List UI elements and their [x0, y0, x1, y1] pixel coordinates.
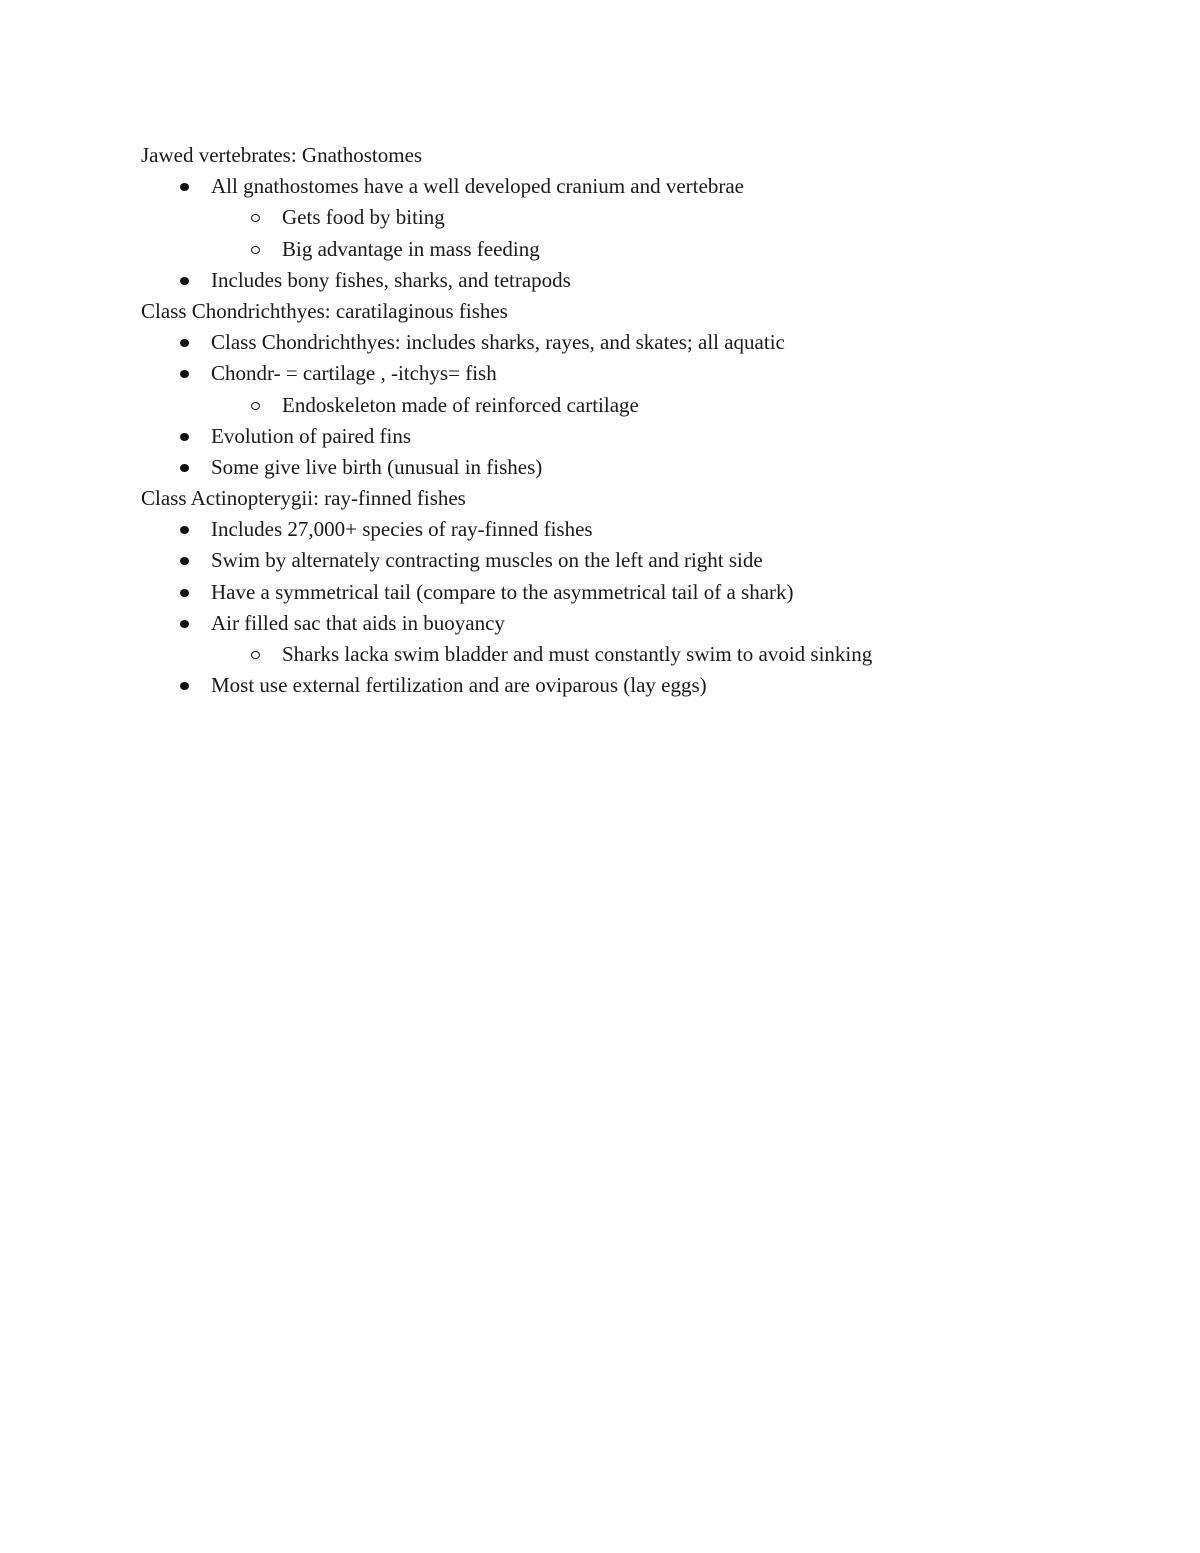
heading-text: Class Actinopterygii: ray-finned fishes [141, 486, 466, 511]
section-heading [141, 483, 1101, 514]
bullet-text: Chondr- = cartilage , -itchys= fish [211, 361, 497, 386]
bullet-item [141, 514, 1101, 545]
heading-text: Class Chondrichthyes: caratilaginous fishes [141, 298, 508, 323]
sub-bullet-text: Sharks lacka swim bladder and must constantly swim to avoid sinking [282, 642, 873, 666]
filled-bullet-icon [180, 433, 189, 441]
filled-bullet-icon [180, 464, 189, 472]
bullet-text: Includes 27,000+ species of ray-finned fishes [211, 517, 593, 542]
hollow-bullet-icon [251, 402, 260, 410]
sub-bullet-item [141, 390, 1101, 421]
heading-text: Jawed vertebrates: Gnathostomes [141, 143, 423, 167]
filled-bullet-icon [180, 682, 189, 690]
bullet-item [141, 577, 1101, 608]
bullet-item [141, 327, 1101, 358]
filled-bullet-icon [180, 370, 189, 378]
sub-bullet-item [141, 234, 1101, 265]
bullet-item [141, 171, 1101, 202]
bullet-item [141, 421, 1101, 452]
bullet-text: Includes bony fishes, sharks, and tetrapods [211, 267, 571, 292]
document-body [141, 140, 1101, 701]
section-heading [141, 140, 1101, 171]
bullet-item [141, 452, 1101, 483]
sub-bullet-text: Gets food by biting [282, 205, 445, 230]
bullet-text: Some give live birth (unusual in fishes) [211, 454, 543, 479]
filled-bullet-icon [180, 277, 189, 285]
bullet-item [141, 608, 1101, 639]
hollow-bullet-icon [251, 214, 260, 222]
bullet-text: Have a symmetrical tail (compare to the asymmetrical tail of a shark) [211, 579, 794, 604]
bullet-text: Most use external fertilization and are oviparous (lay eggs) [211, 673, 707, 698]
filled-bullet-icon [180, 620, 189, 628]
bullet-item [141, 265, 1101, 296]
sub-bullet-text: Big advantage in mass feeding [282, 236, 540, 261]
section-heading [141, 296, 1101, 327]
bullet-text: Evolution of paired fins [211, 423, 412, 448]
filled-bullet-icon [180, 557, 189, 565]
bullet-text: Air filled sac that aids in buoyancy [211, 610, 505, 635]
sub-bullet-text: Endoskeleton made of reinforced cartilage [282, 392, 639, 417]
bullet-text: Class Chondrichthyes: includes sharks, rayes, and skates; all aquatic [211, 330, 785, 355]
bullet-item [141, 670, 1101, 701]
hollow-bullet-icon [251, 246, 260, 254]
bullet-text: All gnathostomes have a well developed cranium and vertebrae [211, 174, 744, 199]
hollow-bullet-icon [251, 651, 260, 659]
bullet-item [141, 358, 1101, 389]
sub-bullet-item [141, 639, 1101, 670]
filled-bullet-icon [180, 339, 189, 347]
filled-bullet-icon [180, 183, 189, 191]
filled-bullet-icon [180, 526, 189, 534]
bullet-text: Swim by alternately contracting muscles on the left and right side [211, 548, 763, 573]
filled-bullet-icon [180, 589, 189, 597]
sub-bullet-item [141, 202, 1101, 233]
bullet-item [141, 545, 1101, 576]
